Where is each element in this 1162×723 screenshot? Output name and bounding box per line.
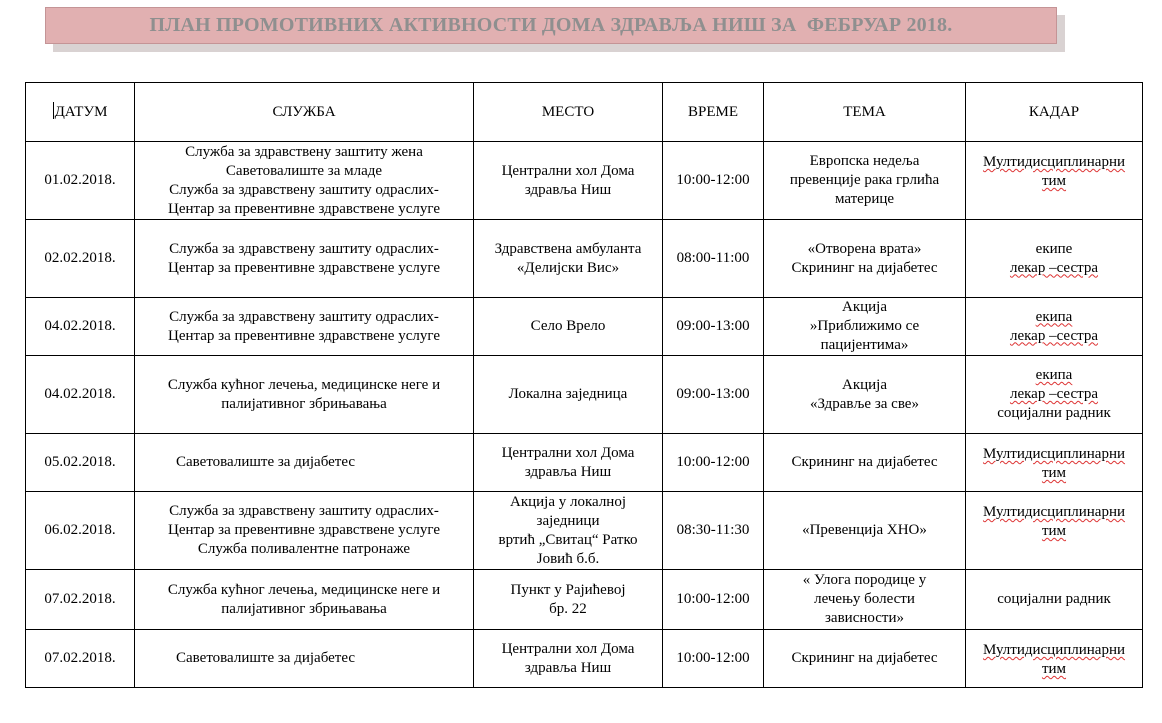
cell-line: Саветовалиште за младе [225, 162, 383, 179]
cell-service [135, 630, 474, 688]
table-body [26, 142, 1143, 688]
cell-line: Централни хол Дома [501, 640, 635, 657]
cell-time: 10:00-12:00 [663, 142, 764, 220]
cell-date: 06.02.2018. [26, 492, 135, 570]
cell-time: 09:00-13:00 [663, 356, 764, 434]
cell-line: зависности» [825, 610, 904, 626]
table-row [26, 434, 1143, 492]
cell-topic [764, 220, 966, 298]
cell-date: 07.02.2018. [26, 570, 135, 630]
cell-line: Село Врело [530, 318, 606, 334]
cell-service [135, 220, 474, 298]
cell-staff [966, 492, 1143, 570]
cell-staff [966, 356, 1143, 434]
cell-line: Европска недеља [809, 153, 920, 169]
cell-date: 01.02.2018. [26, 142, 135, 220]
cell-line: Центар за превентивне здравствене услуге [168, 522, 440, 538]
table-row [26, 630, 1143, 688]
cell-line: Саветовалиште за дијабетес [176, 454, 356, 470]
cell-line: лекар –сестра [1009, 386, 1099, 402]
cell-place [474, 492, 663, 570]
cell-time: 09:00-13:00 [663, 298, 764, 356]
cell-staff [966, 298, 1143, 356]
cell-line: тим [1041, 661, 1067, 677]
header-topic: ТЕМА [764, 83, 966, 142]
table-header-row [26, 83, 1143, 142]
cell-place [474, 356, 663, 434]
cell-line: Акција [842, 299, 887, 315]
cell-date: 04.02.2018. [26, 298, 135, 356]
cell-line: вртић „Свитац“ Ратко [498, 531, 638, 548]
cell-service [135, 142, 474, 220]
header-place: МЕСТО [474, 83, 663, 142]
table-row [26, 356, 1143, 434]
cell-line: «Делијски Вис» [516, 259, 620, 276]
cell-line: заједници [536, 512, 600, 529]
cell-date: 04.02.2018. [26, 356, 135, 434]
cell-place [474, 142, 663, 220]
cell-date: 05.02.2018. [26, 434, 135, 492]
cell-service [135, 434, 474, 492]
cell-date: 02.02.2018. [26, 220, 135, 298]
cell-line: бр. 22 [549, 600, 587, 617]
cell-topic [764, 142, 966, 220]
cell-line: социјални радник [997, 591, 1111, 607]
cell-staff [966, 570, 1143, 630]
cell-line: здравља Ниш [524, 463, 612, 480]
cell-line: Служба за здравствену заштиту одраслих- [169, 503, 439, 519]
cell-line: Саветовалиште за дијабетес [176, 650, 356, 666]
cell-date: 07.02.2018. [26, 630, 135, 688]
cell-topic [764, 570, 966, 630]
table-row [26, 220, 1143, 298]
document-title: ПЛАН ПРОМОТИВНИХ АКТИВНОСТИ ДОМА ЗДРАВЉА НИШ ЗА ФЕБРУАР 2018. [149, 14, 953, 36]
cell-topic [764, 434, 966, 492]
cell-line: Локална заједница [508, 386, 628, 402]
cell-time: 08:00-11:00 [663, 220, 764, 298]
cell-place [474, 220, 663, 298]
cell-line: палијативног збрињавања [221, 395, 387, 412]
cell-line: тим [1041, 173, 1067, 189]
cell-line: Скрининг на дијабетес [791, 650, 938, 666]
cell-line: тим [1041, 465, 1067, 481]
header-staff: КАДАР [966, 83, 1143, 142]
cell-line: лекар –сестра [1009, 259, 1099, 276]
cell-place [474, 298, 663, 356]
cell-line: « Улога породице у [802, 572, 927, 588]
cell-service [135, 356, 474, 434]
cell-line: Служба кућног лечења, медицинске неге и [167, 376, 441, 393]
header-date: ДАТУМ [26, 83, 135, 142]
cell-line: лекар –сестра [1009, 327, 1099, 344]
cell-line: Центар за превентивне здравствене услуге [168, 200, 440, 217]
cell-line: Мултидисциплинарни [982, 504, 1126, 520]
cell-line: «Отворена врата» [807, 240, 922, 257]
cell-line: Центар за превентивне здравствене услуге [168, 327, 440, 344]
cell-line: Централни хол Дома [501, 162, 635, 179]
cell-line: Централни хол Дома [501, 444, 635, 461]
cell-line: Пункт у Рајићевој [510, 581, 626, 598]
cell-line: екипа [1035, 367, 1073, 383]
table-row [26, 298, 1143, 356]
cell-staff [966, 630, 1143, 688]
cell-line: Скрининг на дијабетес [791, 259, 938, 276]
cell-time: 10:00-12:00 [663, 434, 764, 492]
cell-line: «Превенција ХНО» [802, 522, 927, 538]
cell-staff [966, 434, 1143, 492]
cell-line: здравља Ниш [524, 659, 612, 676]
cell-time: 10:00-12:00 [663, 630, 764, 688]
cell-line: здравља Ниш [524, 181, 612, 198]
table-row [26, 492, 1143, 570]
cell-topic [764, 492, 966, 570]
cell-line: лечењу болести [814, 591, 915, 607]
cell-line: социјални радник [997, 405, 1111, 421]
cell-time: 10:00-12:00 [663, 570, 764, 630]
cell-service [135, 570, 474, 630]
document-title-banner [45, 7, 1057, 44]
cell-place [474, 630, 663, 688]
cell-line: Служба за здравствену заштиту жена [185, 143, 423, 160]
cell-line: Служба кућног лечења, медицинске неге и [167, 581, 441, 598]
cell-line: »Приближимо се [809, 318, 920, 334]
cell-line: Служба за здравствену заштиту одраслих- [169, 240, 439, 257]
cell-line: Здравствена амбуланта [494, 240, 642, 257]
cell-topic [764, 630, 966, 688]
cell-topic [764, 356, 966, 434]
cell-line: екипе [1035, 240, 1073, 257]
cell-place [474, 570, 663, 630]
table-row [26, 142, 1143, 220]
cell-service [135, 492, 474, 570]
cell-line: Служба поливалентне патронаже [197, 541, 411, 557]
table-row [26, 570, 1143, 630]
text-cursor [53, 102, 54, 119]
cell-line: Центар за превентивне здравствене услуге [168, 259, 440, 276]
cell-line: превенције рака грлића [789, 172, 940, 188]
cell-topic [764, 298, 966, 356]
cell-line: палијативног збрињавања [221, 600, 387, 617]
cell-line: Јовић б.б. [536, 550, 600, 567]
cell-line: Служба за здравствену заштиту одраслих- [169, 308, 439, 325]
cell-line: материце [834, 191, 895, 207]
cell-line: тим [1041, 523, 1067, 539]
cell-time: 08:30-11:30 [663, 492, 764, 570]
promotional-activities-table [25, 82, 1143, 688]
cell-line: Скрининг на дијабетес [791, 454, 938, 470]
header-time: ВРЕМЕ [663, 83, 764, 142]
cell-place [474, 434, 663, 492]
header-service: СЛУЖБА [135, 83, 474, 142]
cell-line: Акција у локалној [509, 493, 626, 510]
cell-line: «Здравље за све» [810, 395, 919, 412]
cell-line: Мултидисциплинарни [982, 642, 1126, 658]
cell-service [135, 298, 474, 356]
cell-line: Акција [842, 376, 887, 393]
cell-line: пацијентима» [820, 337, 909, 353]
cell-staff [966, 220, 1143, 298]
cell-line: Мултидисциплинарни [982, 154, 1126, 170]
cell-staff [966, 142, 1143, 220]
title-banner-box [45, 7, 1057, 44]
cell-line: Служба за здравствену заштиту одраслих- [169, 181, 439, 198]
cell-line: екипа [1035, 308, 1073, 325]
cell-line: Мултидисциплинарни [982, 446, 1126, 462]
